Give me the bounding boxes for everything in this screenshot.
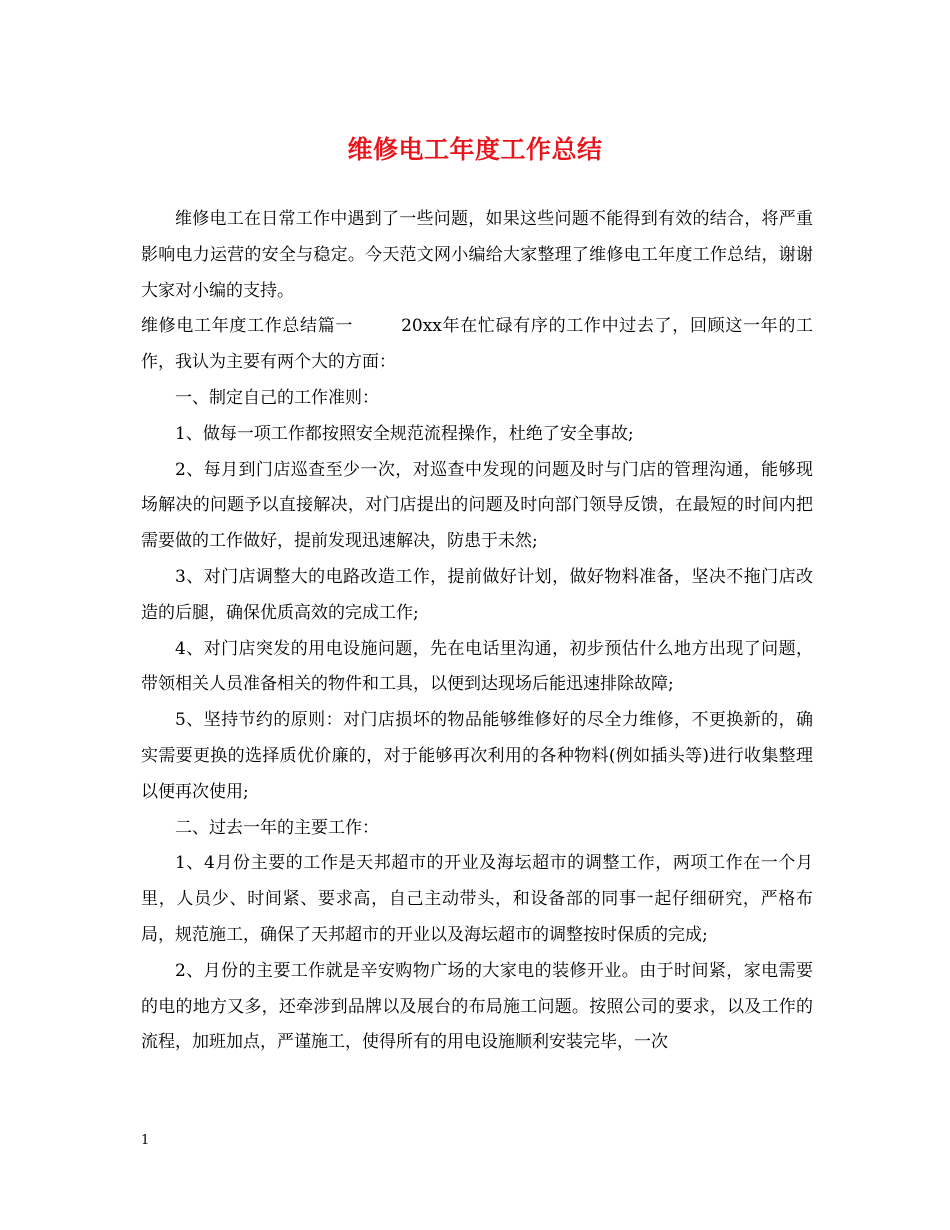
body-paragraph: 5、坚持节约的原则：对门店损坏的物品能够维修好的尽全力维修，不更换新的，确实需要更换的选择质优价廉的，对于能够再次利用的各种物料(例如插头等)进行收集整理以便再次使用; — [141, 710, 813, 802]
body-paragraph: 2、月份的主要工作就是辛安购物广场的大家电的装修开业。由于时间紧，家电需要的电的地方又多，还牵涉到品牌以及展台的布局施工问题。按照公司的要求，以及工作的流程，加班加点，严谨施工，使得所有的用电设施顺利安装完毕，一次 — [141, 960, 813, 1053]
body-paragraph: 二、过去一年的主要工作： — [175, 817, 379, 838]
body-paragraph: 2、每月到门店巡查至少一次，对巡查中发现的问题及时与门店的管理沟通，能够现场解决的问题予以直接解决，对门店提出的问题及时向部门领导反馈，在最短的时间内把需要做的工作做好，提前发现迅速解决，防患于未然; — [141, 459, 813, 552]
intro-paragraph: 维修电工在日常工作中遇到了一些问题，如果这些问题不能得到有效的结合，将严重影响电力运营的安全与稳定。今天范文网小编给大家整理了维修电工年度工作总结，谢谢大家对小编的支持。 — [141, 209, 813, 301]
document-title: 维修电工年度工作总结 — [347, 135, 603, 164]
body-paragraph: 1、做每一项工作都按照安全规范流程操作，杜绝了安全事故; — [175, 423, 634, 444]
body-paragraph: 一、制定自己的工作准则： — [175, 387, 379, 408]
body-paragraph: 1、4月份主要的工作是天邦超市的开业及海坛超市的调整工作，两项工作在一个月里，人员少、时间紧、要求高，自己主动带头，和设备部的同事一起仔细研究，严格布局，规范施工，确保了天邦超市的开业以及海坛超市的调整按时保质的完成; — [141, 853, 813, 945]
body-paragraph: 3、对门店调整大的电路改造工作，提前做好计划，做好物料准备，坚决不拖门店改造的后腿，确保优质高效的完成工作; — [141, 566, 813, 623]
body-paragraph: 4、对门店突发的用电设施问题，先在电话里沟通，初步预估什么地方出现了问题，带领相关人员准备相关的物件和工具，以便到达现场后能迅速排除故障; — [141, 638, 813, 695]
document-body — [141, 202, 813, 1061]
page-number: 1 — [141, 1133, 150, 1148]
section-heading-line — [141, 309, 813, 381]
section-heading: 维修电工年度工作总结篇一 — [141, 316, 354, 337]
section-heading-rest: 20xx年在忙碌有序的工作中过去了，回顾这一年的工作，我认为主要有两个大的方面： — [141, 316, 814, 373]
